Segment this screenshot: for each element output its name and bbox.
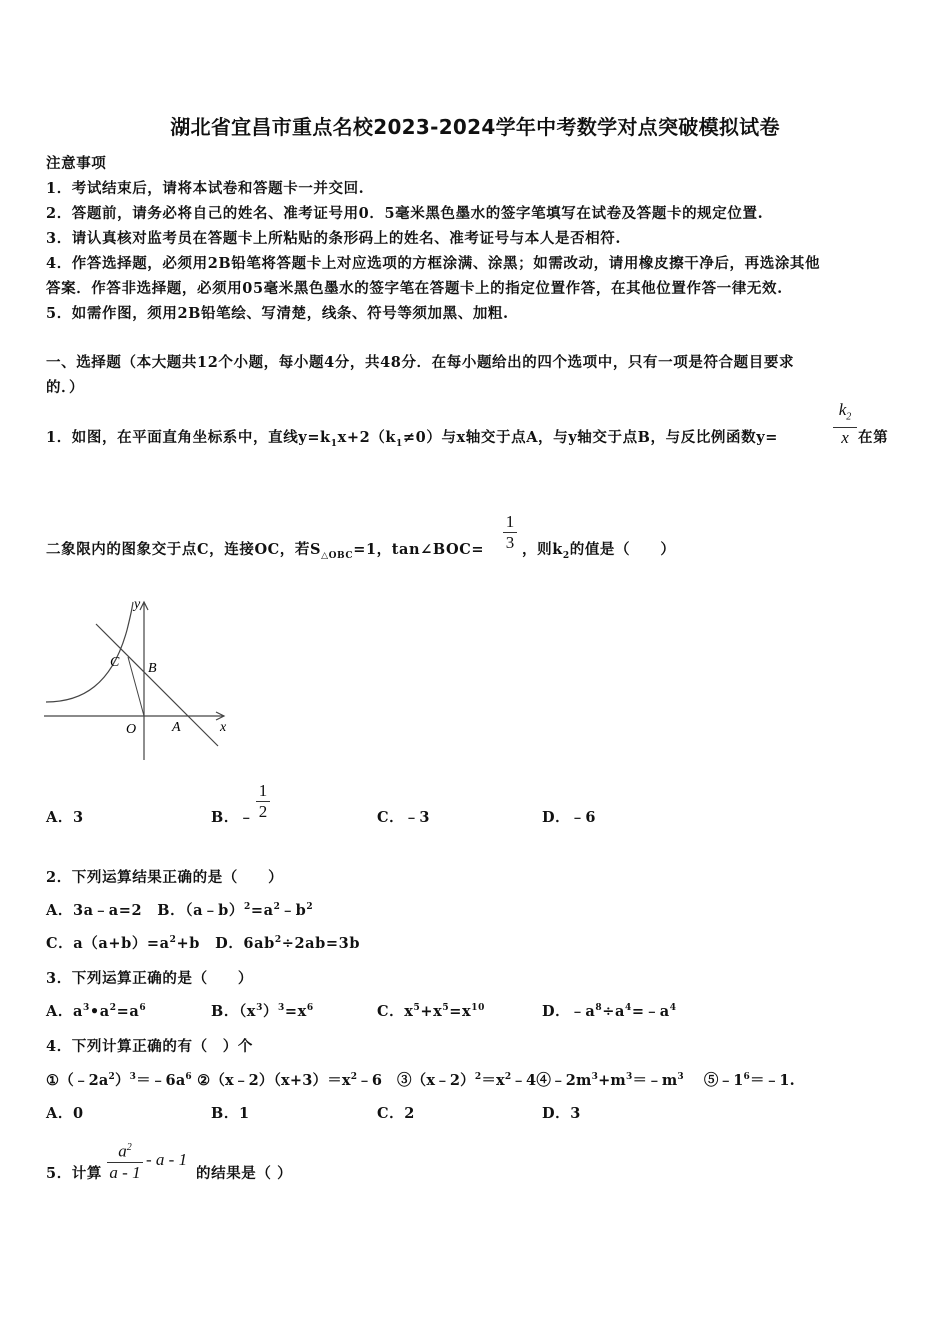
q5-minus-part: - a - 1 [146,1150,188,1169]
q1-stem-line2: 二象限内的图象交于点C，连接OC，若$S_{\triangle OBC}=1$，tan∠BOC= [46,541,485,561]
section-heading-cont: 的．） [46,379,85,396]
notice-item: 3．请认真核对监考员在答题卡上所粘贴的条形码上的姓名、准考证号与本人是否相符. [46,230,622,247]
x-label: x [220,720,227,735]
q3-option-c[interactable]: C．$x^5+x^5=x^{10}$ [377,1003,485,1020]
notice-item: 4．作答选择题，必须用2B铅笔将答题卡上对应选项的方框涂满、涂黑；如需改动，请用橡皮擦干净后，再选涂其他 [46,255,821,272]
line-k1 [96,624,218,746]
q1-coordinate-figure [42,590,242,770]
q3-option-d[interactable]: D．$﹣a^8\div a^4=﹣a^4$ [542,1003,677,1020]
q1-stem-line1: 1．如图，在平面直角坐标系中，直线$y=k_1x+2(k_1\ne 0)$与x轴交于点A，与y轴交于点B，与反比例函数y= [46,429,778,449]
q3-stem: 3．下列运算正确的是（ ） [46,970,253,987]
q5-prefix: 5．计算 [46,1165,102,1182]
q4-option-b[interactable]: B．1 [211,1105,250,1122]
q1-frac-one-third: 1 3 [502,512,518,553]
notice-item: 答案．作答非选择题，必须用05毫米黑色墨水的签字笔在答题卡上的指定位置作答，在其他位置作答一律无效. [46,280,783,297]
q5-fraction: $a^2$ a - 1 [106,1138,144,1183]
point-c-label: C [110,655,120,670]
q1-stem-line2-end: ，则$k_2$的值是（ ） [522,541,676,561]
point-b-label: B [148,661,157,676]
q4-items: $①(﹣2a^2)^3=﹣6a^6$ $②(x﹣2)(x+3)=x^2﹣6$ $③(x﹣2)^2=x^2﹣4④﹣2m^3+m^3=﹣m^3$ $⑤﹣1^6=﹣1$. [46,1072,795,1089]
point-a-label: A [172,720,181,735]
q4-option-d[interactable]: D．3 [542,1105,581,1122]
q1-stem-line1-end: 在第 [858,429,889,446]
q1-frac-k2-over-x: $k_2$ x [832,400,858,448]
q1-option-b-frac: 1 2 [255,781,271,822]
q3-option-b[interactable]: B．$(x^3)^3=x^6$ [211,1003,314,1020]
y-label: y [134,597,141,612]
q1-option-c[interactable]: C．﹣3 [377,809,431,826]
notice-item: 5．如需作图，须用2B铅笔绘、写清楚，线条、符号等须加黑、加粗. [46,305,509,322]
q3-option-a[interactable]: A．$a^3•a^2=a^6$ [46,1003,147,1020]
notice-heading: 注意事项 [46,155,107,172]
q5-suffix: 的结果是（ ） [196,1165,293,1182]
q2-stem: 2．下列运算结果正确的是（ ） [46,869,284,886]
q4-stem: 4．下列计算正确的有（ ）个 [46,1038,253,1055]
section-heading: 一、选择题（本大题共12个小题，每小题4分，共48分．在每小题给出的四个选项中，只有一项是符合题目要求 [46,354,795,371]
q4-option-a[interactable]: A．0 [46,1105,84,1122]
origin-label: O [126,722,137,737]
notice-item: 2．答题前，请务必将自己的姓名、准考证号用0．5毫米黑色墨水的签字笔填写在试卷及答题卡的规定位置. [46,205,764,222]
notice-item: 1．考试结束后，请将本试卷和答题卡一并交回. [46,180,365,197]
hyperbola-curve [46,602,133,702]
q2-options-row1: A．3a﹣a=2 B．$(a﹣b)^2=a^2﹣b^2$ [46,902,314,919]
q1-option-d[interactable]: D．﹣6 [542,809,597,826]
q4-option-c[interactable]: C．2 [377,1105,415,1122]
q1-option-b[interactable]: B．﹣ [211,809,255,826]
q1-option-a[interactable]: A．3 [46,809,84,826]
q2-options-row2: C．$a(a+b)=a^2+b$ D．$6ab^2\div 2ab=3b$ [46,935,361,952]
page-title: 湖北省宜昌市重点名校2023-2024学年中考数学对点突破模拟试卷 [170,115,780,139]
segment-oc [128,657,144,716]
